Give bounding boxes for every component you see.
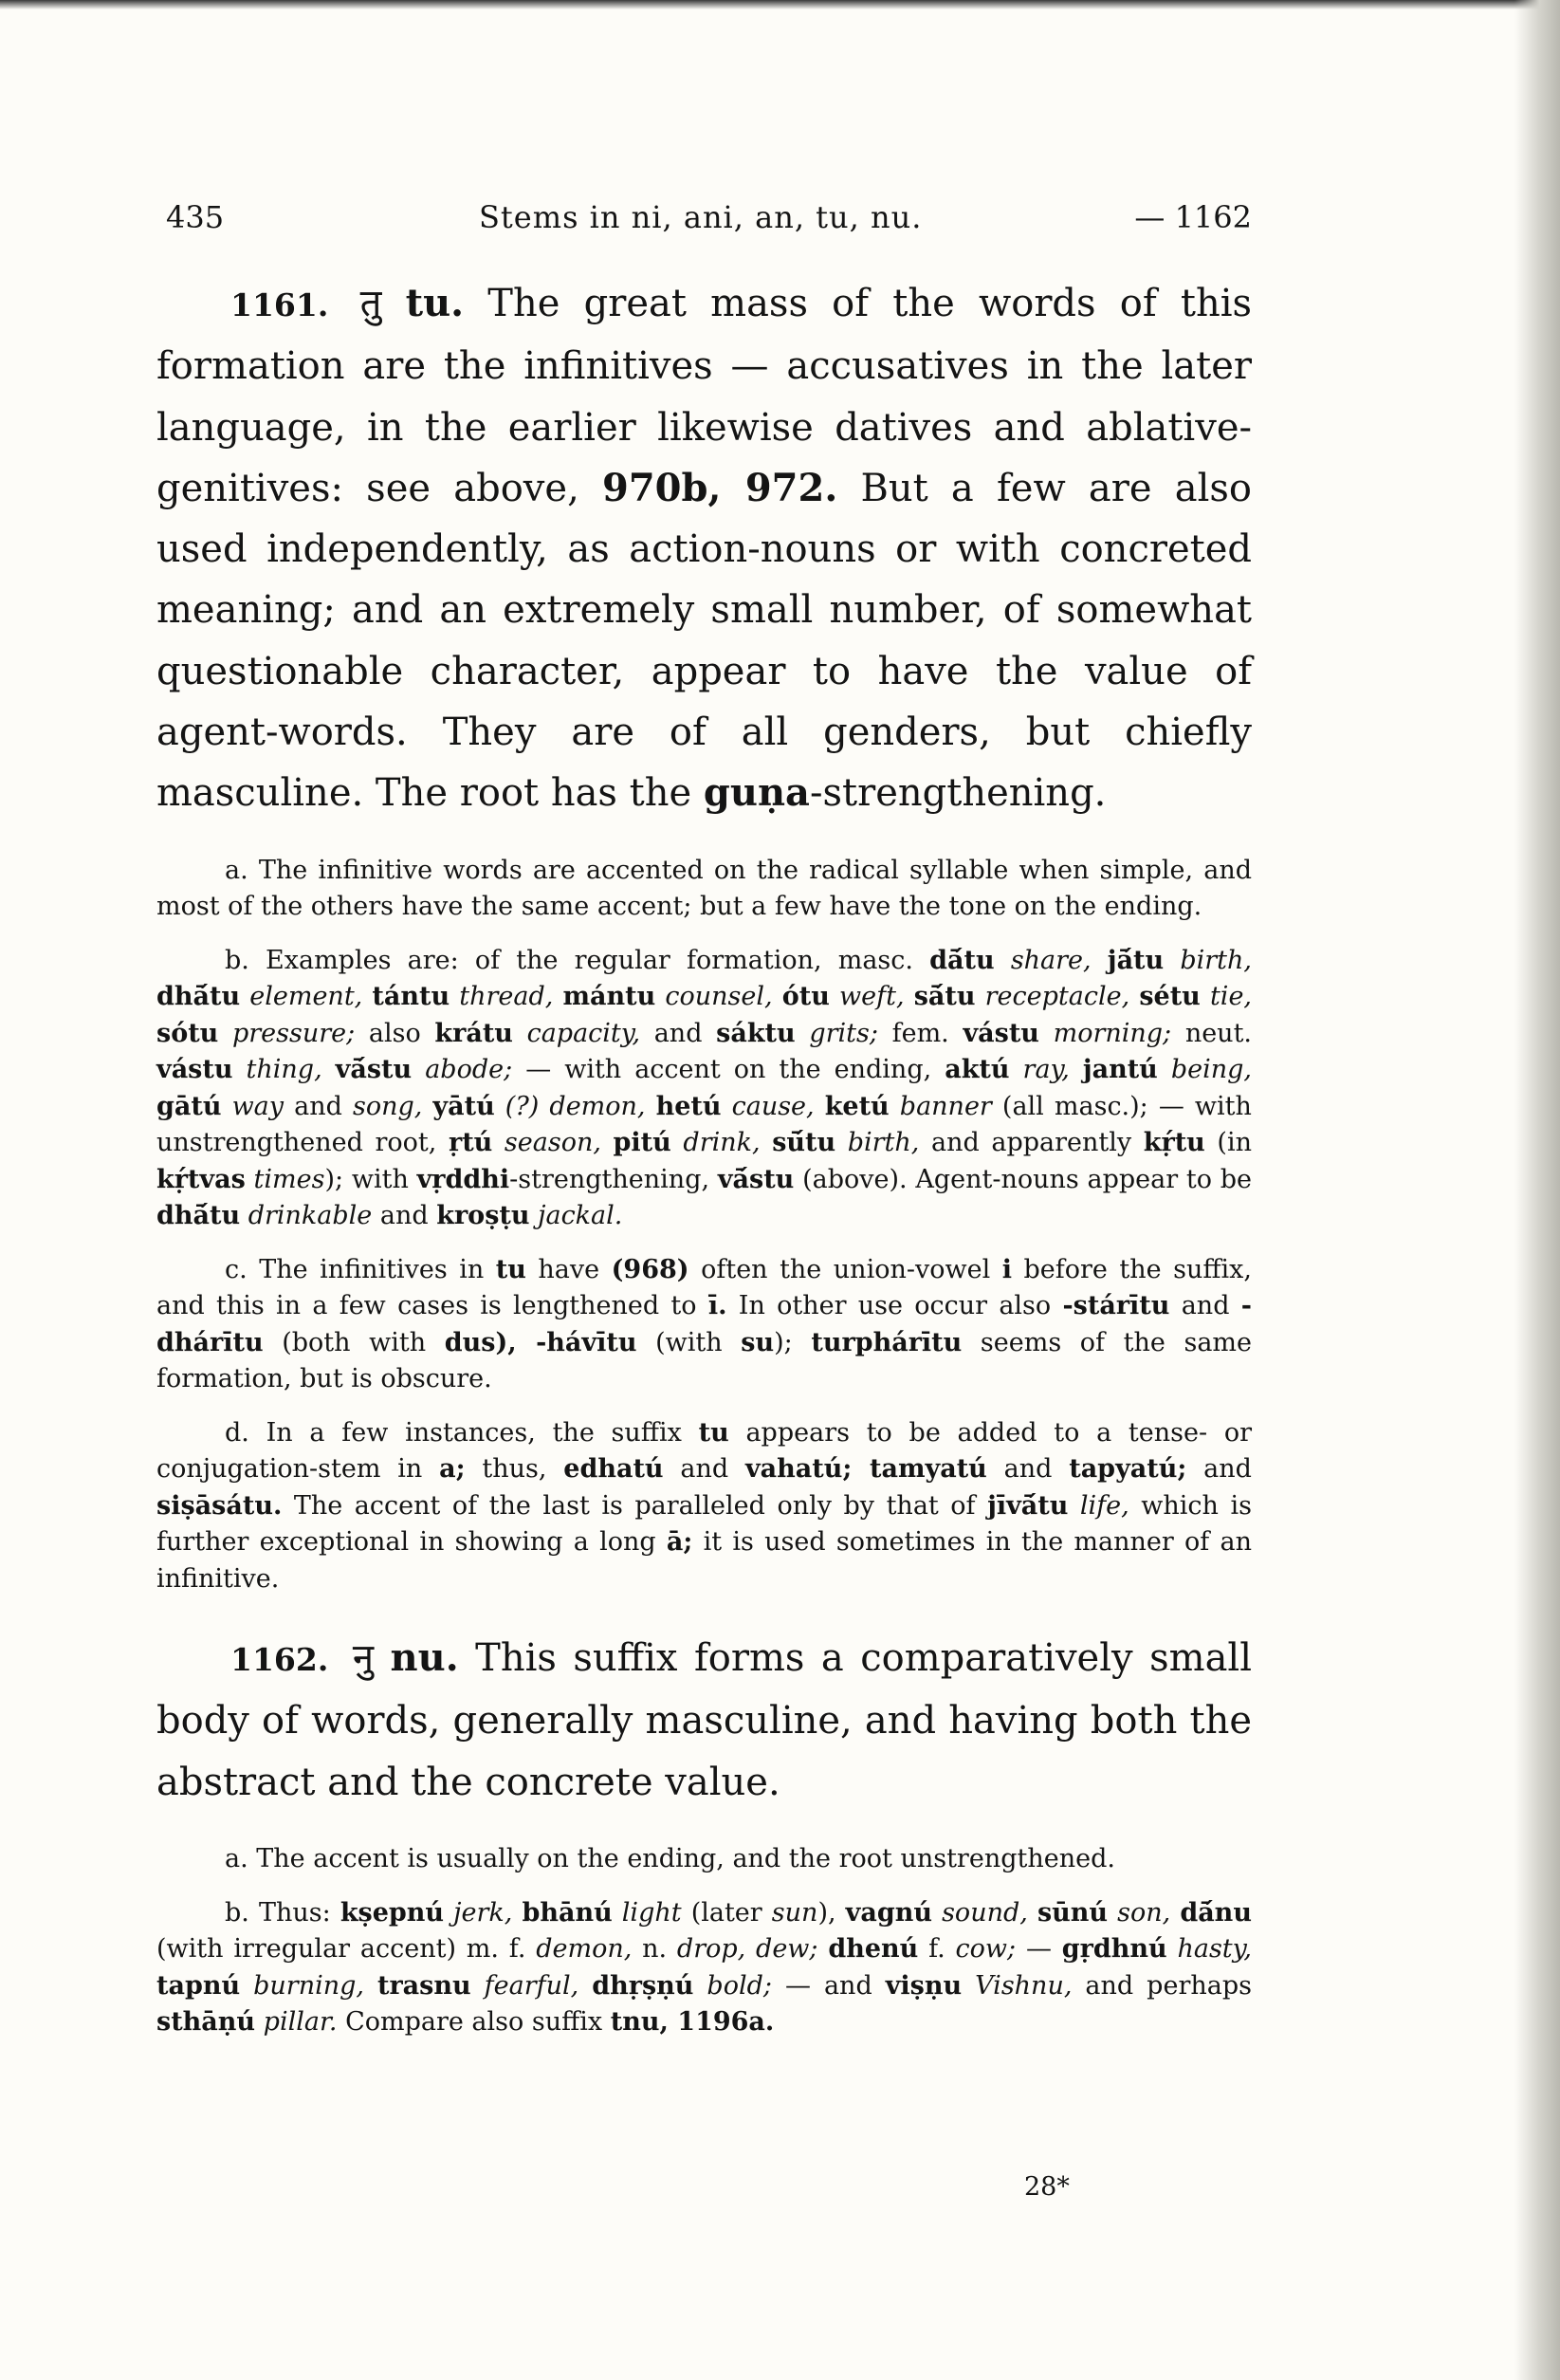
devanagari-tu: तु xyxy=(359,282,382,325)
gloss: counsel, xyxy=(665,982,773,1012)
note-1161d xyxy=(156,1415,1252,1598)
gloss: drinkable xyxy=(248,1201,373,1231)
note-text: -strengthening, xyxy=(509,1164,710,1194)
word: vṛddhi xyxy=(416,1164,510,1194)
word: -dhárītu xyxy=(156,1291,1252,1357)
note-text: Thus: xyxy=(258,1897,331,1928)
word: i xyxy=(1001,1254,1012,1284)
gloss: jackal. xyxy=(538,1201,623,1231)
note-1161c xyxy=(156,1252,1252,1398)
word: sū́tu xyxy=(772,1128,836,1158)
gloss: jerk, xyxy=(453,1897,513,1928)
gloss: (?) demon, xyxy=(505,1091,646,1121)
gloss: season, xyxy=(504,1128,601,1158)
word: jīvā́tu xyxy=(987,1490,1069,1521)
word: dhā́tu xyxy=(156,1201,241,1231)
note-text: before the suffix, and this in a few cases is lengthened to xyxy=(156,1254,1252,1321)
word: siṣāsátu. xyxy=(156,1490,283,1521)
gloss: pillar. xyxy=(263,2007,338,2038)
note-1162b xyxy=(156,1895,1252,2041)
devanagari-nu: नु xyxy=(352,1636,375,1681)
cross-reference: 970b, 972. xyxy=(602,465,838,510)
section-number: 1162. xyxy=(230,1641,329,1679)
word: tu xyxy=(698,1417,729,1448)
word: dus), -hávītu xyxy=(444,1327,637,1357)
gloss: hasty, xyxy=(1177,1934,1252,1965)
word: trasnu xyxy=(376,1970,471,2001)
word: vahatú; tamyatú xyxy=(744,1454,987,1485)
body-text: But a few are also used independently, as action-nouns or with concreted meaning; and an extremely small number, of somewhat questionable character, appear to have the value of agent-words. They are of all genders, but chiefly masculine. The root has the xyxy=(156,466,1253,816)
gloss: receptacle, xyxy=(984,982,1130,1012)
word: gātú xyxy=(156,1091,222,1121)
note-text: also xyxy=(368,1018,421,1048)
note-text: (both with xyxy=(282,1327,427,1357)
gloss: way xyxy=(231,1091,284,1121)
scan-edge-top xyxy=(0,0,1560,9)
gloss: capacity, xyxy=(526,1018,641,1048)
word: sáktu xyxy=(716,1018,796,1048)
word: dhenú xyxy=(828,1934,919,1965)
word: sthāṇú xyxy=(156,2007,256,2038)
word: -stárītu xyxy=(1062,1291,1170,1321)
note-text: (with xyxy=(655,1327,723,1357)
word: yātú xyxy=(432,1091,495,1121)
word: kṛ́tu xyxy=(1143,1128,1205,1158)
word: kṣepnú xyxy=(340,1897,445,1928)
gloss: element, xyxy=(249,982,363,1012)
note-text: Compare also suffix xyxy=(345,2007,603,2038)
suffix-word: nu. xyxy=(390,1635,459,1681)
word: su xyxy=(741,1327,775,1357)
note-text: (in xyxy=(1217,1128,1252,1158)
note-text: In other use occur also xyxy=(738,1291,1052,1321)
word: ṛtú xyxy=(448,1128,493,1158)
word: sótu xyxy=(156,1018,219,1048)
signature-mark: 28* xyxy=(1024,2172,1070,2202)
word: turphárītu xyxy=(811,1327,963,1357)
word: sétu xyxy=(1139,982,1201,1012)
note-text: (later xyxy=(690,1897,762,1928)
body-text: This suffix forms a comparatively small body of words, generally masculine, and having both the abstract and the concrete value. xyxy=(156,1636,1252,1804)
gloss: demon, xyxy=(536,1934,633,1965)
note-text: n. xyxy=(642,1934,668,1965)
body-text: -strengthening. xyxy=(809,771,1107,816)
word: ketú xyxy=(824,1091,890,1121)
gloss: share, xyxy=(1010,945,1092,975)
gloss: pressure; xyxy=(231,1018,356,1048)
scan-edge-right xyxy=(1514,0,1560,2380)
section-1161 xyxy=(156,273,1252,824)
word: a; xyxy=(439,1454,466,1485)
note-text: The infinitive words are accented on the radical syllable when simple, and most of the others have the same accent; but a few have the tone on the ending. xyxy=(156,855,1253,922)
word: jantú xyxy=(1082,1055,1158,1085)
gloss: abode; xyxy=(425,1055,513,1085)
note-text: and xyxy=(1203,1454,1252,1485)
gloss: thing, xyxy=(246,1055,322,1085)
note-label: c. xyxy=(225,1254,248,1284)
gloss: Vishnu, xyxy=(975,1970,1073,2001)
gloss: light xyxy=(621,1897,682,1928)
section-1162 xyxy=(156,1628,1252,1813)
note-text: (all masc.); — with unstrengthened root, xyxy=(156,1091,1252,1158)
gloss: thread, xyxy=(459,982,554,1012)
gloss: drop, dew; xyxy=(676,1934,818,1965)
word: tapnú xyxy=(156,1970,241,2001)
note-label: a. xyxy=(225,1844,248,1874)
gloss: cause, xyxy=(731,1091,815,1121)
word: sūnú xyxy=(1037,1897,1109,1928)
page-number: 435 xyxy=(166,199,225,235)
gloss: ray, xyxy=(1022,1055,1070,1085)
word: gṛdhnú xyxy=(1061,1934,1167,1965)
word: ī. xyxy=(707,1291,727,1321)
word: krátu xyxy=(434,1018,513,1048)
note-text: thus, xyxy=(482,1454,547,1485)
word: tántu xyxy=(372,982,450,1012)
note-text: ); xyxy=(774,1327,793,1357)
note-text: seems of the same formation, but is obscure. xyxy=(156,1327,1253,1394)
gloss: son, xyxy=(1117,1897,1171,1928)
word: dā́tu xyxy=(929,945,995,975)
word: ótu xyxy=(781,982,830,1012)
note-label: a. xyxy=(225,855,248,885)
word: dā́nu xyxy=(1180,1897,1252,1928)
gloss: drink, xyxy=(683,1128,761,1158)
note-1161a xyxy=(156,853,1252,926)
section-number: 1161. xyxy=(230,286,329,323)
note-text: and xyxy=(294,1091,342,1121)
note-text: — xyxy=(1025,1934,1052,1965)
gloss: life, xyxy=(1079,1490,1129,1521)
gloss: banner xyxy=(899,1091,992,1121)
gloss: burning, xyxy=(253,1970,364,2001)
word: vástu xyxy=(156,1055,233,1085)
section-range: — 1162 xyxy=(1134,199,1252,235)
note-text: often the union-vowel xyxy=(701,1254,991,1284)
note-text: ), xyxy=(817,1897,836,1928)
word: viṣṇu xyxy=(885,1970,963,2001)
note-text: and xyxy=(1181,1291,1230,1321)
note-text: The accent of the last is paralleled only by that of xyxy=(293,1490,976,1521)
gloss: weft, xyxy=(839,982,905,1012)
note-1162a xyxy=(156,1841,1252,1878)
word: tnu, 1196a. xyxy=(610,2007,775,2038)
word: vā́stu xyxy=(335,1055,413,1085)
word: vagnú xyxy=(845,1897,932,1928)
gloss: bold; xyxy=(707,1970,772,2001)
gloss: tie, xyxy=(1209,982,1252,1012)
note-text: The accent is usually on the ending, and the root unstrengthened. xyxy=(256,1844,1115,1874)
note-text: — and xyxy=(784,1970,872,2001)
gloss: morning; xyxy=(1053,1018,1172,1048)
word: dhṛṣṇú xyxy=(592,1970,694,2001)
word: jā́tu xyxy=(1107,945,1165,975)
running-head xyxy=(156,180,1252,237)
word: sā́tu xyxy=(913,982,976,1012)
note-label: d. xyxy=(225,1417,249,1448)
suffix-word: tu. xyxy=(405,281,465,325)
word: vā́stu xyxy=(717,1164,795,1194)
word: kṛ́tvas xyxy=(156,1164,246,1194)
note-text: and xyxy=(379,1201,429,1231)
note-text: f. xyxy=(928,1934,945,1965)
gloss: grits; xyxy=(809,1018,878,1048)
gloss: sound, xyxy=(942,1897,1028,1928)
word: kroṣṭu xyxy=(436,1201,530,1231)
gloss: times xyxy=(253,1164,325,1194)
note-text: and xyxy=(1003,1454,1053,1485)
note-label: b. xyxy=(225,1897,249,1928)
term-guna: guṇa xyxy=(703,770,810,816)
note-text: and xyxy=(680,1454,729,1485)
gloss: birth, xyxy=(847,1128,920,1158)
note-text: fem. xyxy=(891,1018,949,1048)
body-text: The great mass of the words of this formation are the infinitives — accusatives in the later language, in the earlier likewise datives and ablative-genitives: see above, xyxy=(156,282,1253,510)
word: ā; xyxy=(666,1527,693,1558)
gloss: being, xyxy=(1170,1055,1252,1085)
note-label: b. xyxy=(225,945,249,975)
note-text: and perhaps xyxy=(1085,1970,1252,2001)
note-text: ); with xyxy=(324,1164,409,1194)
note-text: which is further exceptional in showing a long xyxy=(156,1490,1252,1558)
note-text: Examples are: of the regular formation, masc. xyxy=(266,945,913,975)
word: hetú xyxy=(655,1091,722,1121)
page-body xyxy=(156,180,1252,2041)
note-text: neut. xyxy=(1184,1018,1253,1048)
note-text: have xyxy=(538,1254,600,1284)
gloss: sun xyxy=(771,1897,818,1928)
note-text: and apparently xyxy=(931,1128,1132,1158)
note-text: (with irregular accent) m. f. xyxy=(156,1934,526,1965)
running-title: Stems in ni, ani, an, tu, nu. xyxy=(479,199,923,235)
word: dhā́tu xyxy=(156,982,241,1012)
gloss: fearful, xyxy=(484,1970,579,2001)
gloss: birth, xyxy=(1180,945,1252,975)
word: aktú xyxy=(945,1055,1010,1085)
word: edhatú xyxy=(563,1454,664,1485)
cross-reference: (968) xyxy=(611,1254,689,1284)
note-text: it is used sometimes in the manner of an infinitive. xyxy=(156,1527,1252,1594)
note-text: appears to be added to a tense- or conjugation-stem in xyxy=(156,1417,1252,1485)
word: mántu xyxy=(562,982,656,1012)
word: tapyatú; xyxy=(1069,1454,1187,1485)
word: tu xyxy=(495,1254,526,1284)
note-text: — with accent on the ending, xyxy=(525,1055,932,1085)
word: pitú xyxy=(613,1128,671,1158)
word: vástu xyxy=(963,1018,1039,1048)
note-text: The infinitives in xyxy=(259,1254,485,1284)
note-text: (above). Agent-nouns appear to be xyxy=(802,1164,1252,1194)
note-1161b xyxy=(156,943,1252,1235)
gloss: song, xyxy=(352,1091,423,1121)
note-text: In a few instances, the suffix xyxy=(266,1417,682,1448)
word: bhānú xyxy=(522,1897,613,1928)
gloss: cow; xyxy=(955,1934,1017,1965)
note-text: and xyxy=(653,1018,703,1048)
